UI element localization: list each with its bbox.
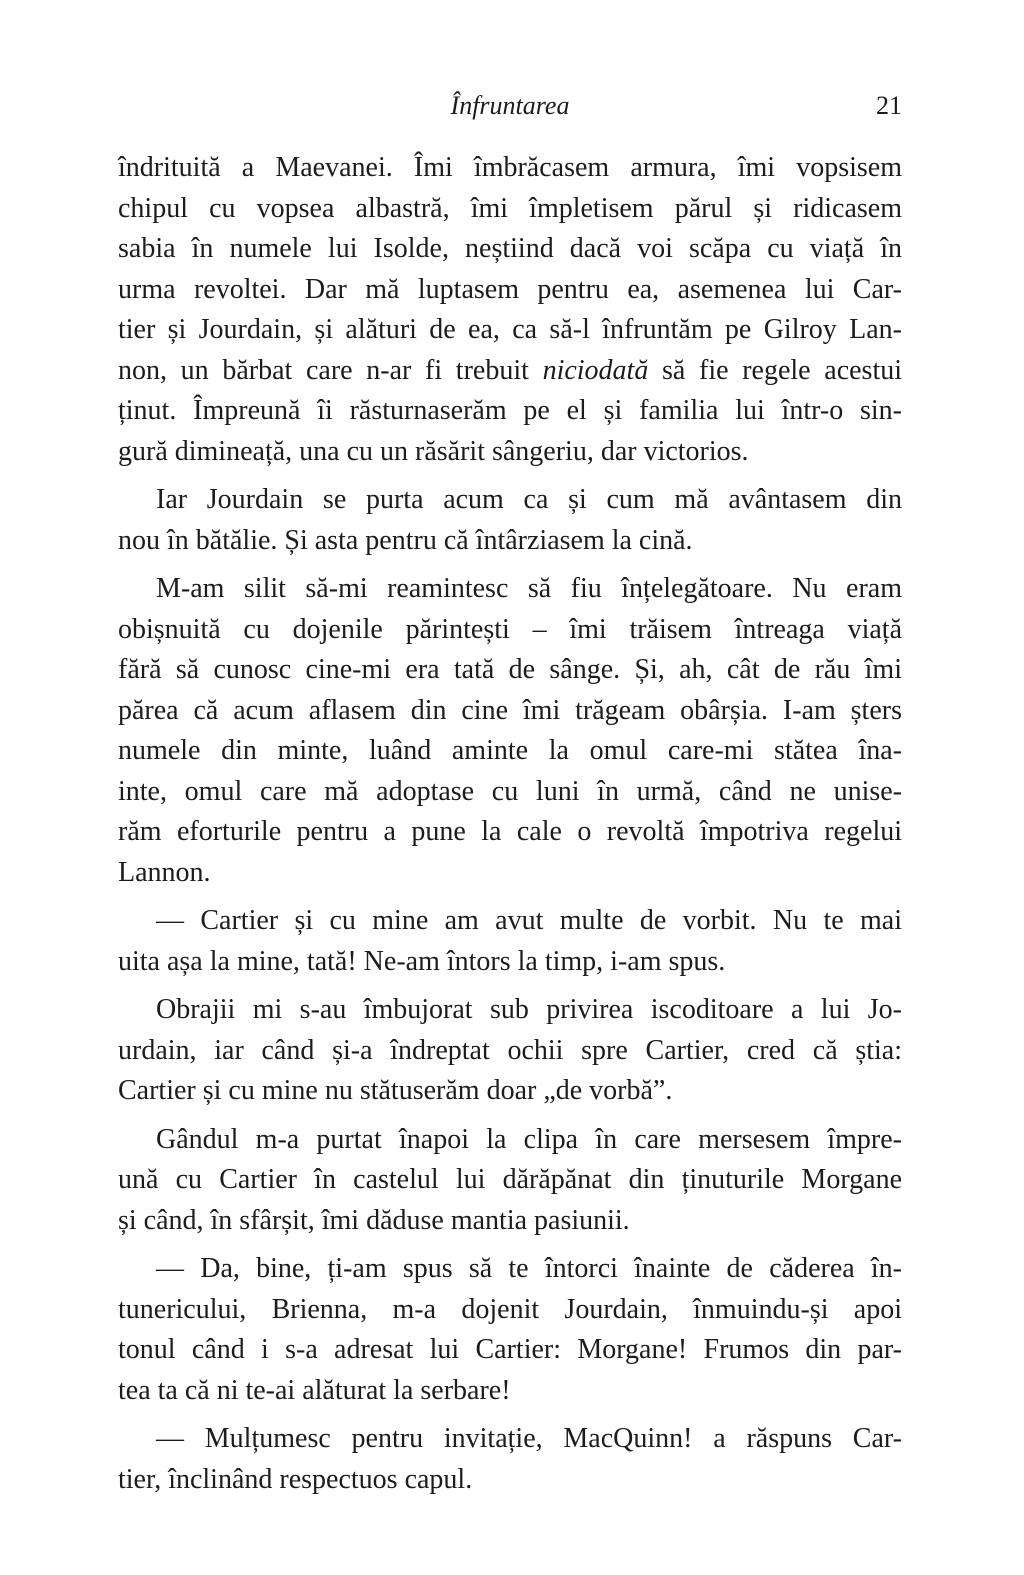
text-line: tunericului, Brienna, m-a dojenit Jourdain, înmuindu-și apoi	[118, 1293, 902, 1325]
text-line: Lannon.	[118, 856, 211, 888]
paragraph	[118, 480, 902, 561]
text-line: Cartier și cu mine nu stătuserăm doar „de vorbă”.	[118, 1075, 673, 1106]
emphasis-word: niciodată	[542, 354, 649, 386]
text-line: — Mulțumesc pentru invitație, MacQuinn! a răspuns Car-	[156, 1423, 902, 1454]
text-line: răm eforturile pentru a pune la cale o revoltă împotriva regelui	[118, 816, 902, 847]
text-line: Gândul m-a purtat înapoi la clipa în care mersesem împre-	[156, 1123, 902, 1155]
body-text	[118, 148, 902, 1500]
text-line: — Da, bine, ți-am spus să te întorci înainte de căderea în-	[156, 1253, 902, 1284]
text-line: tier și Jourdain, și alături de ea, ca să-l înfruntăm pe Gilroy Lan-	[118, 314, 902, 345]
text-line: tea ta că ni te-ai alăturat la serbare!	[118, 1374, 511, 1406]
text-line: sabia în numele lui Isolde, neștiind dacă voi scăpa cu viață în	[118, 233, 902, 264]
text-line: M-am silit să-mi reamintesc să fiu înțelegătoare. Nu eram	[156, 573, 902, 604]
page-number: 21	[876, 91, 902, 120]
paragraph	[118, 1419, 902, 1500]
text-line: ună cu Cartier în castelul lui dărăpănat din ținuturile Morgane	[118, 1164, 902, 1195]
paragraph	[118, 148, 902, 472]
text-line: Iar Jourdain se purta acum ca și cum mă avântasem din	[156, 484, 902, 515]
paragraph	[118, 901, 902, 982]
text-line: urdain, iar când și-a îndreptat ochii spre Cartier, cred că știa:	[118, 1034, 902, 1066]
text-line: chipul cu vopsea albastră, îmi împletisem părul și ridicasem	[118, 192, 902, 224]
text-line: numele din minte, luând aminte la omul care-mi stătea îna-	[118, 735, 902, 766]
running-head	[118, 88, 902, 124]
text-line: gură dimineață, una cu un răsărit sângeriu, dar victorios.	[118, 435, 749, 467]
paragraph	[118, 1249, 902, 1411]
paragraph	[118, 1120, 902, 1242]
text-line: și când, în sfârșit, îmi dăduse mantia pasiunii.	[118, 1204, 630, 1236]
text-line: ținut. Împreună îi răsturnaserăm pe el și familia lui într-o sin-	[118, 395, 902, 426]
text-line: obișnuită cu dojenile părintești – îmi trăisem întreaga viață	[118, 613, 902, 645]
text-segment: să fie regele acestui	[648, 354, 903, 386]
text-line: tier, înclinând respectuos capul.	[118, 1463, 473, 1495]
text-line: Obrajii mi s-au îmbujorat sub privirea iscoditoare a lui Jo-	[156, 994, 902, 1025]
text-line: fără să cunosc cine-mi era tată de sânge. Și, ah, cât de rău îmi	[118, 654, 902, 685]
paragraph	[118, 990, 902, 1112]
text-line: tonul când i s-a adresat lui Cartier: Morgane! Frumos din par-	[118, 1334, 902, 1365]
text-line: inte, omul care mă adoptase cu luni în urmă, când ne unise-	[118, 775, 902, 807]
text-line: — Cartier și cu mine am avut multe de vorbit. Nu te mai	[156, 905, 902, 936]
text-line: urma revoltei. Dar mă luptasem pentru ea, asemenea lui Car-	[118, 273, 902, 305]
text-line: părea că acum aflasem din cine îmi trăgeam obârșia. I-am șters	[118, 694, 902, 726]
text-segment: non, un bărbat care n-ar fi trebuit	[118, 354, 543, 386]
text-line: îndrituită a Maevanei. Îmi îmbrăcasem armura, îmi vopsisem	[118, 152, 902, 183]
text-line	[118, 351, 902, 392]
chapter-title: Înfruntarea	[450, 91, 570, 120]
text-line: uita așa la mine, tată! Ne-am întors la timp, i-am spus.	[118, 945, 726, 977]
text-line: nou în bătălie. Și asta pentru că întârziasem la cină.	[118, 524, 693, 556]
paragraph	[118, 569, 902, 893]
